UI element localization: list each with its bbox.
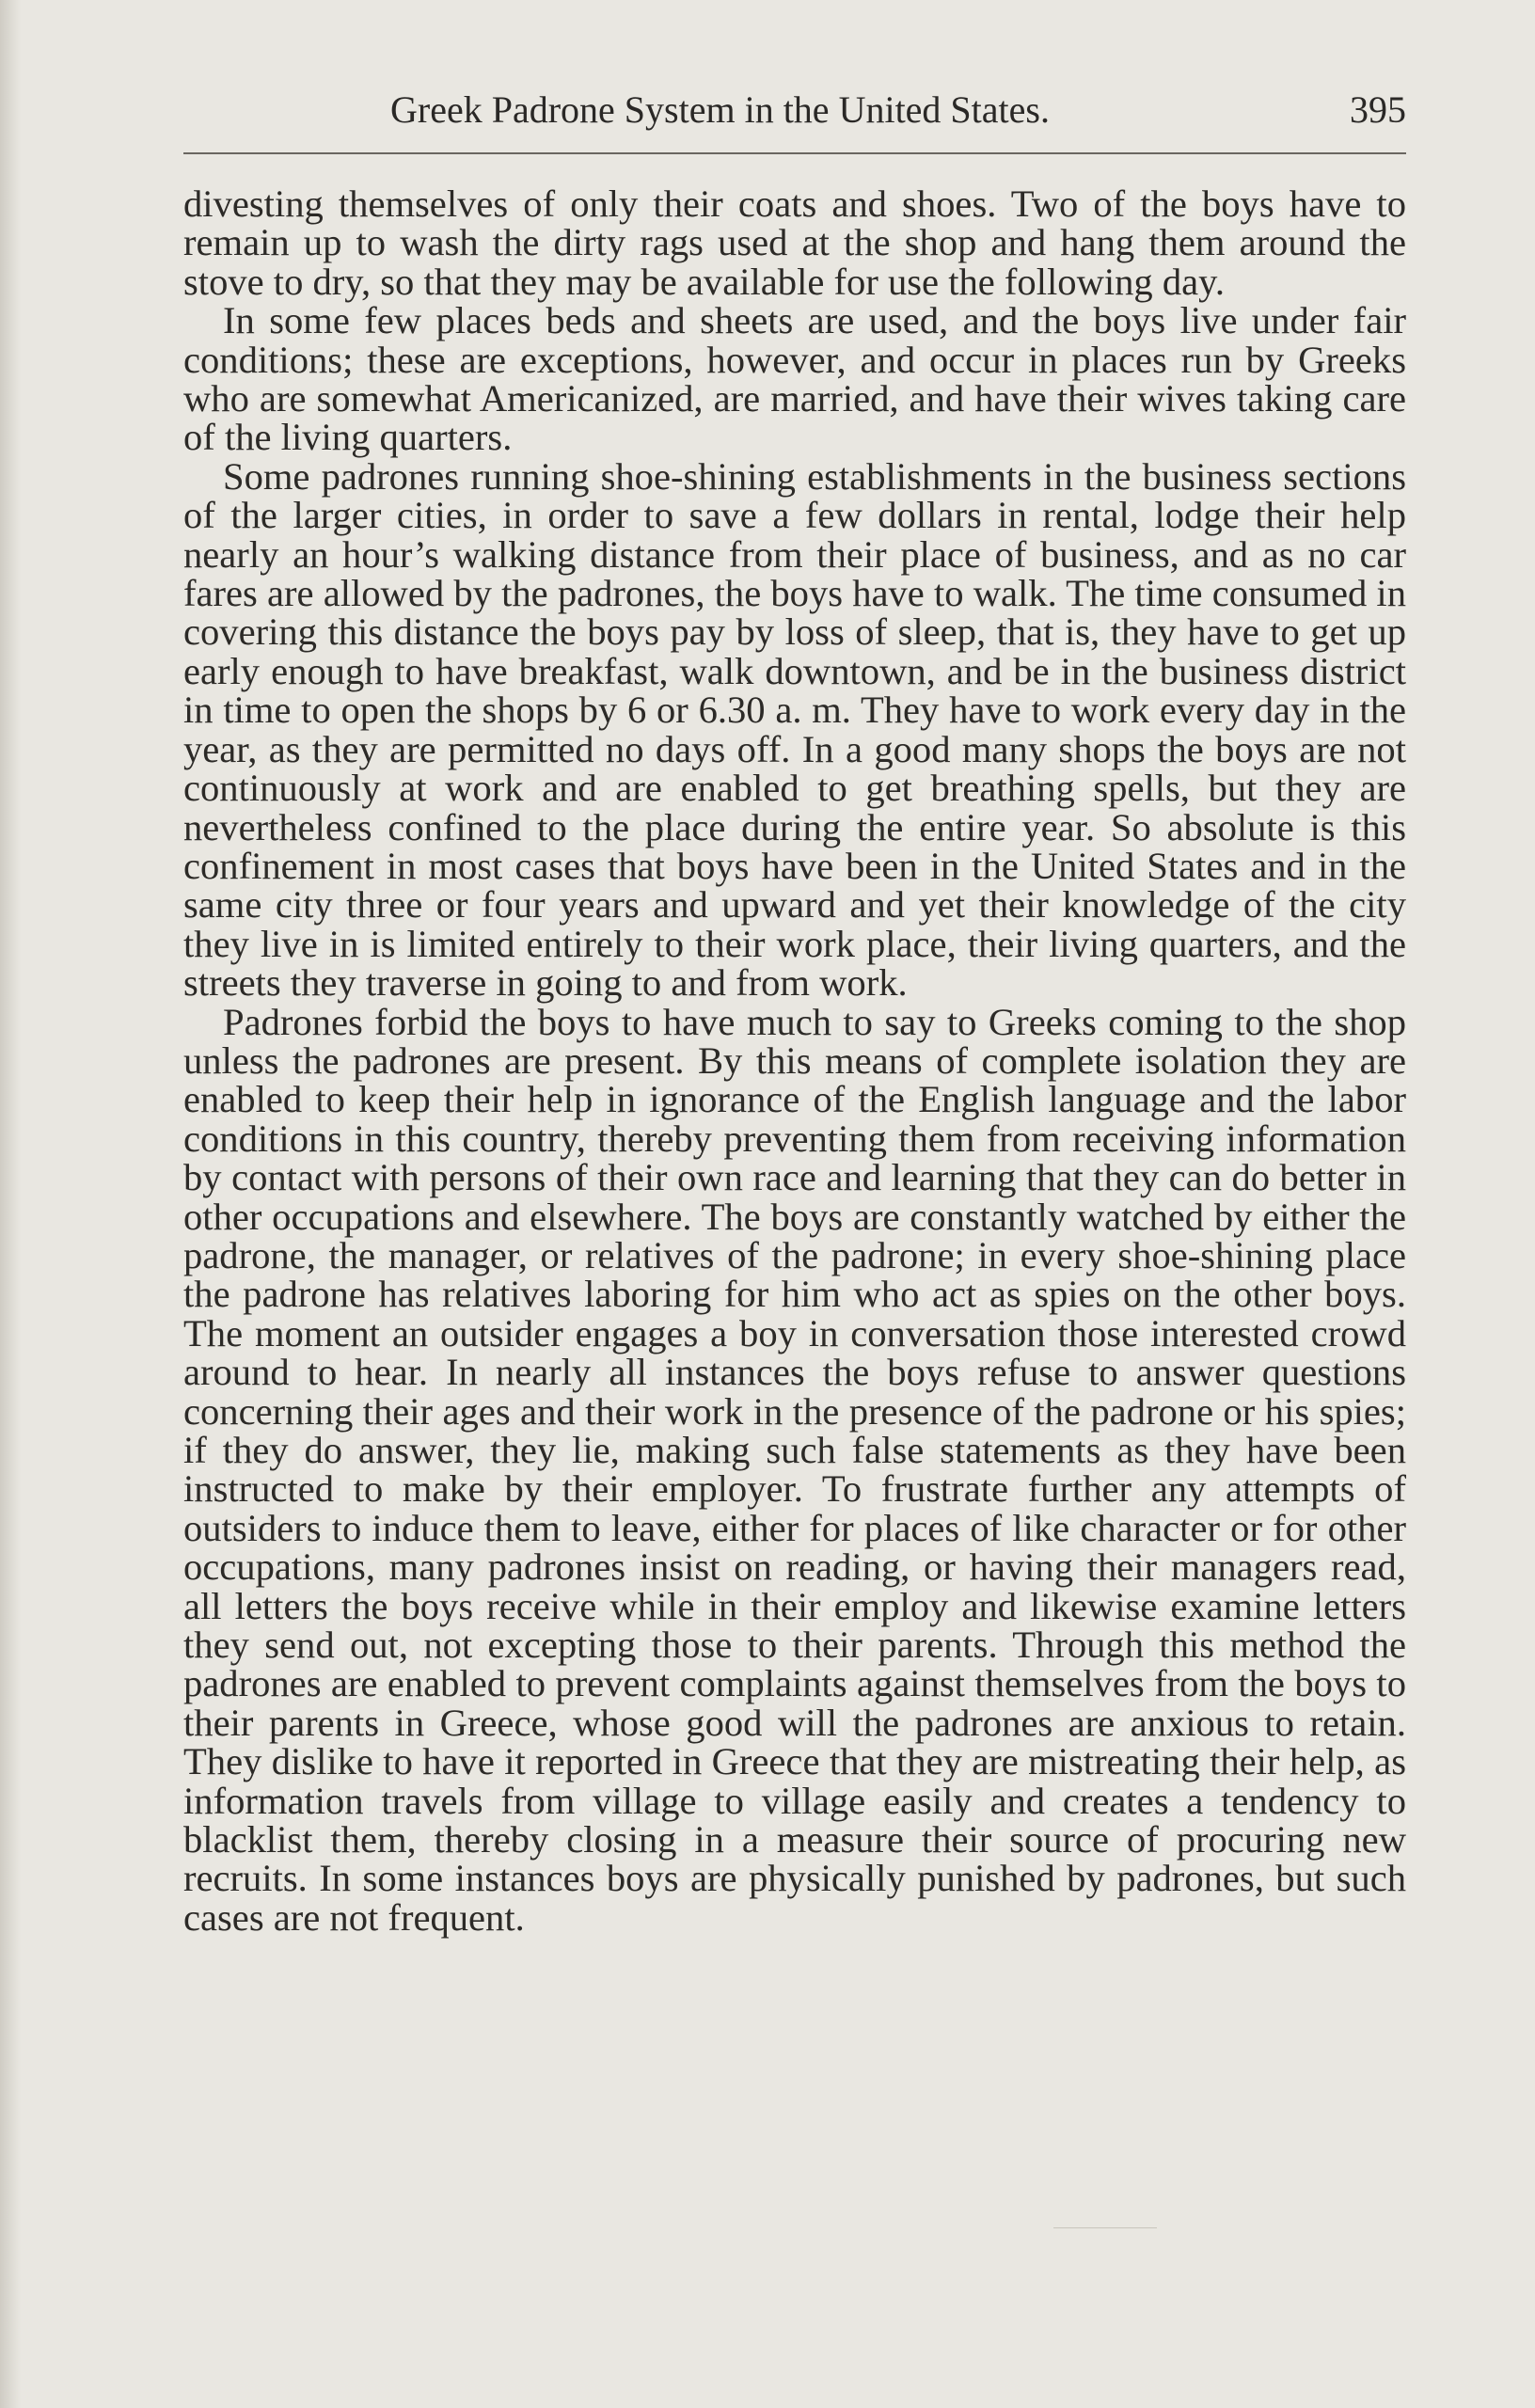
header-rule [183,152,1406,154]
body-text [183,184,1406,1937]
paragraph-lodging-distance: Some padrones running shoe-shining establishments in the business sections of the larger cities, in order to save a few dollars in rental, lodge their help nearly an hour’s walking distance from their place of business, and as no car fares are allowed by the padrones, the boys have to walk. The time consumed in covering this distance the boys pay by loss of sleep, that is, they have to get up early enough to have breakfast, walk downtown, and be in the business district in time to open the shops by 6 or 6.30 a. m. They have to work every day in the year, as they are permitted no days off. In a good many shops the boys are not continuously at work and are enabled to get breathing spells, but they are nevertheless confined to the place during the entire year. So absolute is this confinement in most cases that boys have been in the United States and in the same city three or four years and upward and yet their knowledge of the city they live in is limited entirely to their work place, their living quarters, and the streets they traverse in going to and from work. [183,454,1406,1005]
running-header [183,87,1406,145]
page-number: 395 [1350,88,1406,131]
paragraph-continued: divesting themselves of only their coats and shoes. Two of the boys have to remain up to wash the dirty rags used at the shop and hang them around the stove to dry, so that they may be available for use the following day. [183,182,1406,303]
paragraph-isolation: Padrones forbid the boys to have much to say to Greeks coming to the shop unless the padrones are present. By this means of complete isolation they are enabled to keep their help in ignorance of the English language and the labor conditions in this country, thereby preventing them from receiving information by contact with persons of their own race and learning that they can do better in other occupations and elsewhere. The boys are constantly watched by either the padrone, the manager, or relatives of the padrone; in every shoe-shining place the padrone has relatives laboring for him who act as spies on the other boys. The moment an outsider engages a boy in conversation those interested crowd around to hear. In nearly all instances the boys refuse to answer questions concerning their ages and their work in the presence of the padrone or his spies; if they do answer, they lie, making such false statements as they have been instructed to make by their employer. To frustrate further any attempts of outsiders to induce them to leave, either for places of like character or for other occupations, many padrones insist on reading, or having their managers read, all letters the boys receive while in their employ and likewise examine letters they send out, not excepting those to their parents. Through this method the padrones are enabled to prevent complaints against themselves from the boys to their parents in Greece, whose good will the padrones are anxious to retain. They dislike to have it reported in Greece that they are mistreating their help, as information travels from village to village easily and creates a tendency to blacklist them, thereby closing in a measure their source of procuring new recruits. In some instances boys are physically punished by padrones, but such cases are not frequent. [183,1000,1406,1939]
page-smudge-mark [1053,2227,1157,2228]
running-header-title: Greek Padrone System in the United States. [390,88,1050,131]
paragraph-beds-and-sheets: In some few places beds and sheets are used, and the boys live under fair conditions; these are exceptions, however, and occur in places run by Greeks who are somewhat Americanized, are married, and have their wives taking care of the living quarters. [183,299,1406,459]
page-gutter-shadow [0,0,21,2408]
